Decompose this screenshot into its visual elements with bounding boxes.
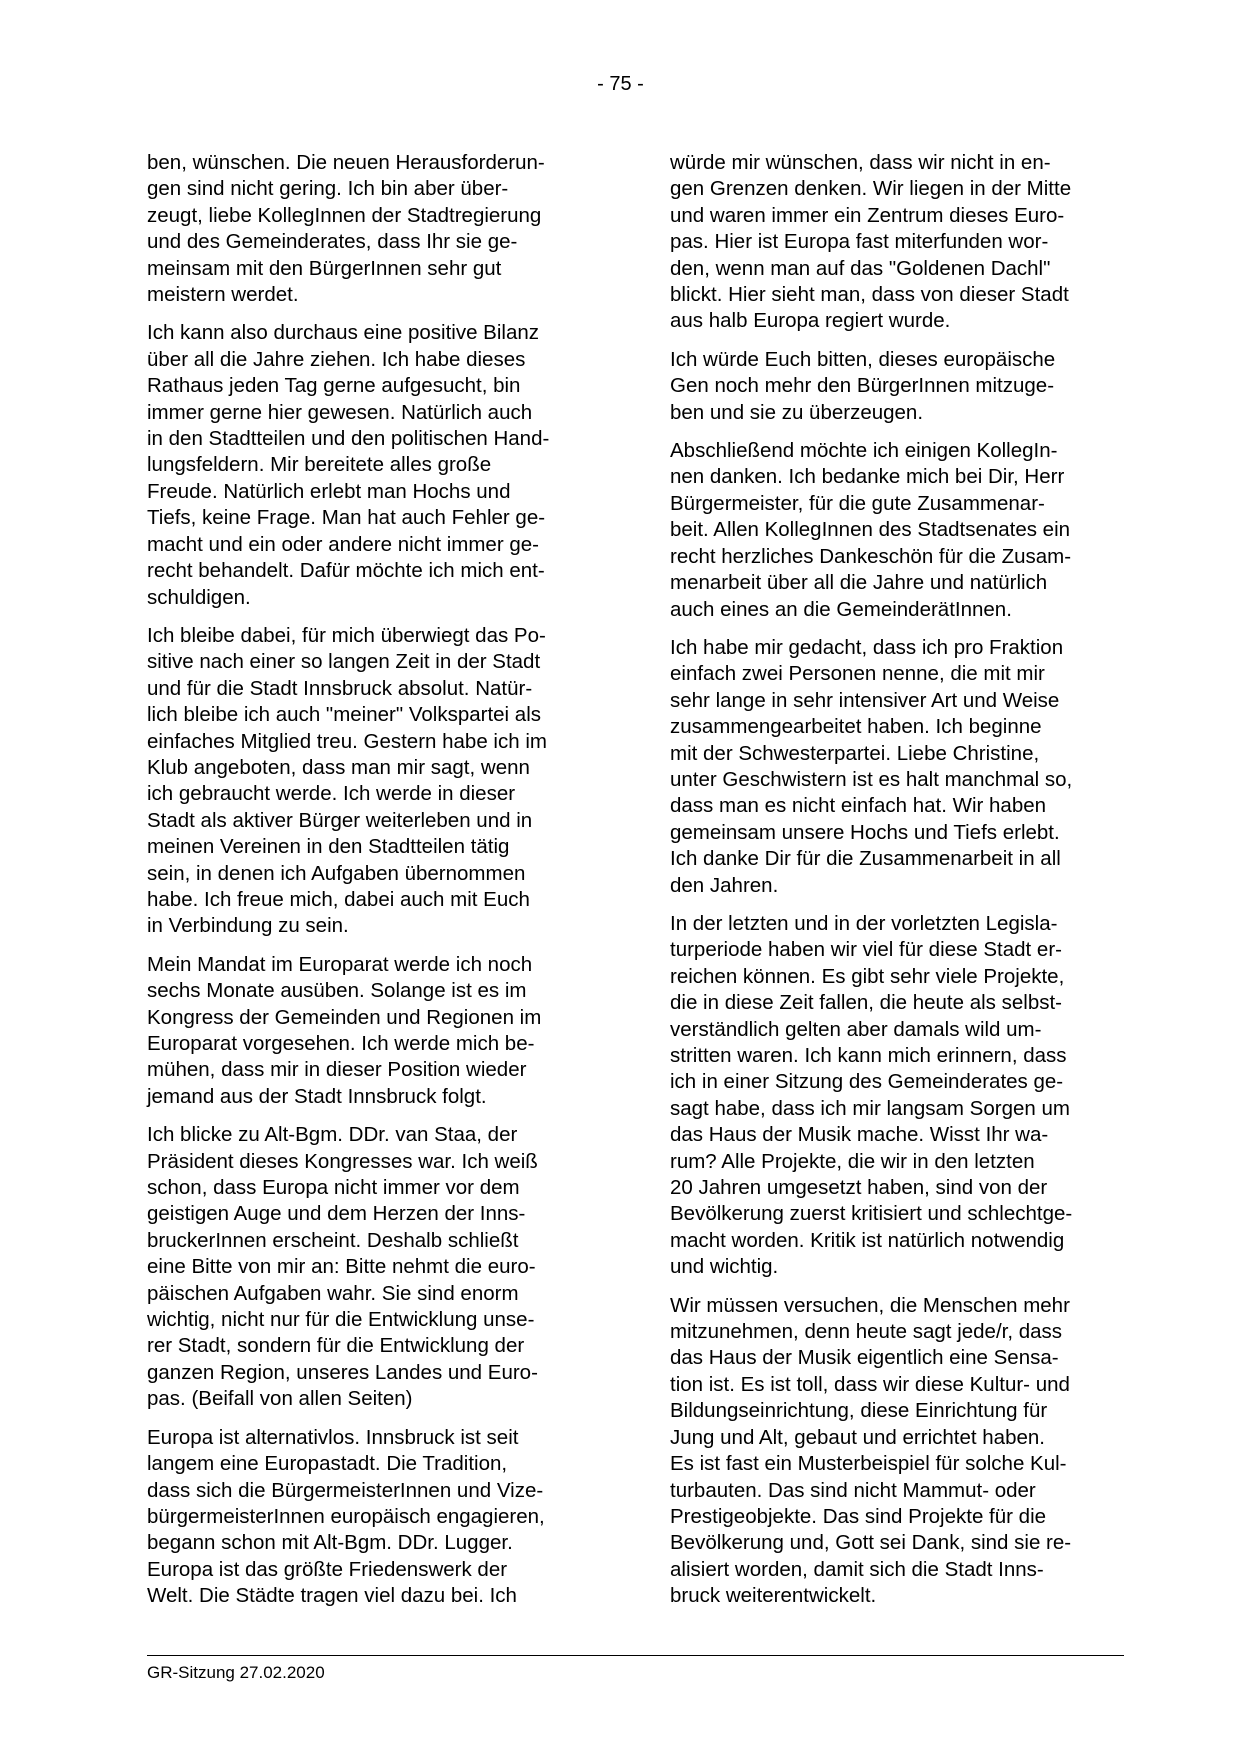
text-line: einfach zwei Personen nenne, die mit mir: [670, 662, 1045, 686]
text-line: blickt. Hier sieht man, dass von dieser Stadt: [670, 283, 1069, 307]
text-line: würde mir wünschen, dass wir nicht in en-: [670, 151, 1051, 174]
text-line: pas. Hier ist Europa fast miterfunden wor-: [670, 230, 1049, 254]
text-line: Tiefs, keine Frage. Man hat auch Fehler ge-: [147, 506, 546, 530]
text-line: bruck weiterentwickelt.: [670, 1584, 877, 1608]
page-number: - 75 -: [597, 73, 644, 95]
footer-text: GR-Sitzung 27.02.2020: [147, 1663, 325, 1682]
text-line: In der letzten und in der vorletzten Legisla-: [670, 911, 1058, 935]
paragraph: [670, 347, 1115, 426]
right-column: [670, 150, 1115, 1622]
text-line: Welt. Die Städte tragen viel dazu bei. Ich: [147, 1584, 517, 1608]
text-line: mühen, dass mir in dieser Position wieder: [147, 1058, 527, 1082]
text-line: schuldigen.: [147, 585, 251, 609]
text-line: macht und ein oder andere nicht immer ge-: [147, 532, 539, 556]
footer-divider: [147, 1655, 1124, 1656]
text-line: lungsfeldern. Mir bereitete alles große: [147, 453, 492, 477]
text-line: tion ist. Es ist toll, dass wir diese Kultur- und: [670, 1372, 1070, 1396]
text-line: Gen noch mehr den BürgerInnen mitzuge-: [670, 374, 1055, 398]
text-line: dass man es nicht einfach hat. Wir haben: [670, 794, 1047, 818]
text-line: eine Bitte von mir an: Bitte nehmt die euro-: [147, 1255, 536, 1279]
text-line: geistigen Auge und dem Herzen der Inns-: [147, 1202, 526, 1226]
text-line: Bevölkerung zuerst kritisiert und schlechtge-: [670, 1202, 1073, 1226]
text-line: aus halb Europa regiert wurde.: [670, 309, 951, 333]
text-line: die in diese Zeit fallen, die heute als selbst-: [670, 991, 1063, 1015]
text-line: jemand aus der Stadt Innsbruck folgt.: [147, 1084, 487, 1108]
text-line: Wir müssen versuchen, die Menschen mehr: [670, 1293, 1070, 1317]
text-line: Prestigeobjekte. Das sind Projekte für die: [670, 1504, 1047, 1528]
text-line: recht herzliches Dankeschön für die Zusam-: [670, 544, 1072, 568]
paragraph: [147, 952, 592, 1110]
text-line: Europarat vorgesehen. Ich werde mich be-: [147, 1032, 535, 1055]
paragraph: [147, 150, 592, 308]
paragraph: [147, 1122, 592, 1412]
text-line: den, wenn man auf das "Goldenen Dachl": [670, 256, 1051, 280]
text-line: Stadt als aktiver Bürger weiterleben und in: [147, 808, 533, 832]
text-line: turbauten. Das sind nicht Mammut- oder: [670, 1478, 1036, 1502]
text-line: Es ist fast ein Musterbeispiel für solche Kul-: [670, 1452, 1067, 1476]
text-line: Präsident dieses Kongresses war. Ich weiß: [147, 1149, 538, 1173]
text-line: wichtig, nicht nur für die Entwicklung unse-: [147, 1308, 535, 1332]
text-line: nen danken. Ich bedanke mich bei Dir, Herr: [670, 465, 1065, 489]
text-line: sehr lange in sehr intensiver Art und Weise: [670, 688, 1060, 712]
text-line: recht behandelt. Dafür möchte ich mich ent-: [147, 559, 545, 583]
text-line: ganzen Region, unseres Landes und Euro-: [147, 1360, 538, 1384]
paragraph: [670, 1293, 1115, 1610]
text-line: ich gebraucht werde. Ich werde in dieser: [147, 782, 516, 806]
text-line: Rathaus jeden Tag gerne aufgesucht, bin: [147, 374, 521, 398]
text-line: meinsam mit den BürgerInnen sehr gut: [147, 256, 502, 280]
text-line: päischen Aufgaben wahr. Sie sind enorm: [147, 1281, 519, 1305]
text-line: Klub angeboten, dass man mir sagt, wenn: [147, 755, 530, 779]
text-line: pas. (Beifall von allen Seiten): [147, 1387, 413, 1411]
text-line: ben und sie zu überzeugen.: [670, 400, 924, 424]
text-line: sagt habe, dass ich mir langsam Sorgen um: [670, 1096, 1070, 1120]
text-line: mit der Schwesterpartei. Liebe Christine,: [670, 741, 1040, 765]
paragraph: [670, 438, 1115, 623]
text-line: den Jahren.: [670, 873, 779, 897]
text-line: sechs Monate ausüben. Solange ist es im: [147, 979, 527, 1003]
text-line: zusammengearbeitet haben. Ich beginne: [670, 715, 1042, 739]
left-column: [147, 150, 592, 1622]
text-line: sein, in denen ich Aufgaben übernommen: [147, 861, 526, 885]
text-line: Bildungseinrichtung, diese Einrichtung für: [670, 1399, 1048, 1423]
text-line: sitive nach einer so langen Zeit in der Stadt: [147, 650, 541, 674]
text-line: und des Gemeinderates, dass Ihr sie ge-: [147, 230, 518, 254]
text-line: bruckerInnen erscheint. Deshalb schließt: [147, 1228, 519, 1252]
text-line: Ich würde Euch bitten, dieses europäische: [670, 347, 1056, 371]
text-line: Ich kann also durchaus eine positive Bilanz: [147, 321, 540, 345]
text-line: Europa ist das größte Friedenswerk der: [147, 1557, 508, 1581]
text-line: habe. Ich freue mich, dabei auch mit Euch: [147, 887, 530, 911]
text-line: dass sich die BürgermeisterInnen und Vize-: [147, 1478, 544, 1502]
text-line: gemeinsam unsere Hochs und Tiefs erlebt.: [670, 820, 1060, 844]
text-line: begann schon mit Alt-Bgm. DDr. Lugger.: [147, 1531, 513, 1555]
text-line: turperiode haben wir viel für diese Stadt er-: [670, 938, 1062, 962]
text-line: macht worden. Kritik ist natürlich notwendig: [670, 1228, 1065, 1252]
text-line: Freude. Natürlich erlebt man Hochs und: [147, 479, 511, 503]
text-line: einfaches Mitglied treu. Gestern habe ich im: [147, 729, 547, 753]
paragraph: [670, 635, 1115, 899]
text-line: zeugt, liebe KollegInnen der Stadtregierung: [147, 203, 542, 227]
text-line: das Haus der Musik mache. Wisst Ihr wa-: [670, 1123, 1049, 1147]
text-line: meistern werdet.: [147, 283, 299, 307]
text-line: über all die Jahre ziehen. Ich habe dieses: [147, 347, 526, 371]
text-line: mitzunehmen, denn heute sagt jede/r, dass: [670, 1320, 1063, 1344]
text-line: in Verbindung zu sein.: [147, 914, 349, 938]
text-line: auch eines an die GemeinderätInnen.: [670, 597, 1012, 621]
paragraph: [147, 320, 592, 610]
text-line: immer gerne hier gewesen. Natürlich auch: [147, 400, 533, 424]
text-line: in den Stadtteilen und den politischen Hand-: [147, 427, 550, 451]
text-line: Ich habe mir gedacht, dass ich pro Fraktion: [670, 635, 1064, 659]
paragraph: [147, 623, 592, 940]
text-line: Jung und Alt, gebaut und errichtet haben.: [670, 1425, 1045, 1449]
text-line: reichen können. Es gibt sehr viele Projekte,: [670, 964, 1065, 988]
text-line: Kongress der Gemeinden und Regionen im: [147, 1005, 542, 1029]
text-line: gen sind nicht gering. Ich bin aber über-: [147, 177, 509, 201]
text-line: ben, wünschen. Die neuen Herausforderun-: [147, 151, 545, 174]
text-line: Mein Mandat im Europarat werde ich noch: [147, 952, 533, 976]
text-line: beit. Allen KollegInnen des Stadtsenates ein: [670, 518, 1071, 542]
text-line: stritten waren. Ich kann mich erinnern, dass: [670, 1044, 1067, 1067]
text-line: verständlich gelten aber damals wild um-: [670, 1017, 1042, 1041]
text-line: Ich bleibe dabei, für mich überwiegt das Po-: [147, 623, 546, 647]
text-line: gen Grenzen denken. Wir liegen in der Mitte: [670, 177, 1072, 201]
text-line: meinen Vereinen in den Stadtteilen tätig: [147, 835, 510, 859]
text-line: rer Stadt, sondern für die Entwicklung der: [147, 1334, 525, 1358]
text-line: rum? Alle Projekte, die wir in den letzten: [670, 1149, 1035, 1173]
paragraph: [147, 1425, 592, 1610]
text-line: ich in einer Sitzung des Gemeinderates ge-: [670, 1070, 1064, 1094]
text-line: Ich blicke zu Alt-Bgm. DDr. van Staa, der: [147, 1123, 518, 1147]
text-line: Bevölkerung und, Gott sei Dank, sind sie re-: [670, 1531, 1072, 1555]
text-line: unter Geschwistern ist es halt manchmal so,: [670, 767, 1073, 791]
text-line: menarbeit über all die Jahre und natürlich: [670, 571, 1048, 595]
paragraph: [670, 150, 1115, 335]
text-line: alisiert worden, damit sich die Stadt Inns-: [670, 1557, 1044, 1581]
text-line: und wichtig.: [670, 1255, 779, 1279]
text-line: schon, dass Europa nicht immer vor dem: [147, 1176, 520, 1200]
text-line: bürgermeisterInnen europäisch engagieren,: [147, 1504, 545, 1528]
text-line: Europa ist alternativlos. Innsbruck ist seit: [147, 1425, 519, 1449]
text-line: das Haus der Musik eigentlich eine Sensa-: [670, 1346, 1059, 1370]
text-line: Bürgermeister, für die gute Zusammenar-: [670, 491, 1045, 515]
text-line: und für die Stadt Innsbruck absolut. Natür-: [147, 676, 533, 700]
text-line: und waren immer ein Zentrum dieses Euro-: [670, 203, 1065, 227]
text-line: langem eine Europastadt. Die Tradition,: [147, 1452, 508, 1476]
text-line: Abschließend möchte ich einigen KollegIn-: [670, 439, 1058, 463]
paragraph: [670, 911, 1115, 1281]
text-line: 20 Jahren umgesetzt haben, sind von der: [670, 1176, 1048, 1200]
text-line: lich bleibe ich auch "meiner" Volkspartei als: [147, 703, 542, 727]
text-line: Ich danke Dir für die Zusammenarbeit in all: [670, 847, 1061, 871]
